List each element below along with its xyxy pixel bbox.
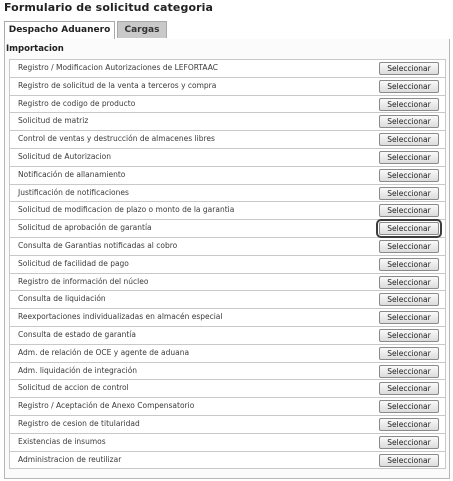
select-button[interactable]: Seleccionar [379, 293, 439, 306]
select-button[interactable]: Seleccionar [379, 329, 439, 342]
list-item-label: Registro de solicitud de la venta a terceros y compra [18, 80, 217, 90]
list-item-label: Registro de información del núcleo [18, 276, 149, 286]
form-title: Formulario de solicitud categoria [4, 1, 214, 14]
list-item [9, 220, 446, 238]
list-item-label: Solicitud de accion de control [18, 383, 129, 393]
list-item [9, 434, 446, 452]
select-button[interactable]: Seleccionar [379, 151, 439, 164]
list-item [9, 78, 446, 96]
category-list [9, 59, 446, 469]
select-button[interactable]: Seleccionar [379, 311, 439, 324]
select-button[interactable]: Seleccionar [379, 436, 439, 449]
select-button[interactable]: Seleccionar [379, 169, 439, 182]
list-item [9, 291, 446, 309]
select-button[interactable]: Seleccionar [379, 133, 439, 146]
list-item-label: Solicitud de facilidad de pago [18, 258, 129, 268]
list-item-label: Reexportaciones individualizadas en almacén especial [18, 312, 223, 322]
list-item [9, 363, 446, 381]
list-item [9, 256, 446, 274]
list-item [9, 452, 446, 470]
list-item-label: Consulta de estado de garantía [18, 329, 136, 339]
list-item-label: Registro de cesion de titularidad [18, 418, 140, 428]
list-item [9, 185, 446, 203]
list-item [9, 60, 446, 78]
list-item [9, 149, 446, 167]
select-button[interactable]: Seleccionar [379, 276, 439, 289]
list-item-label: Justificación de notificaciones [18, 187, 129, 197]
list-item [9, 167, 446, 185]
select-button[interactable]: Seleccionar [379, 240, 439, 253]
select-button[interactable]: Seleccionar [379, 187, 439, 200]
list-item-label: Registro de codigo de producto [18, 98, 136, 108]
select-button[interactable]: Seleccionar [379, 98, 439, 111]
select-button[interactable]: Seleccionar [379, 347, 439, 360]
list-item [9, 131, 446, 149]
list-item-label: Control de ventas y destrucción de almacenes libres [18, 134, 215, 144]
list-item [9, 113, 446, 131]
tab-bar [4, 21, 450, 40]
list-item-label: Consulta de Garantias notificadas al cobro [18, 240, 178, 250]
list-item [9, 345, 446, 363]
select-button[interactable]: Seleccionar [379, 418, 439, 431]
select-button[interactable]: Seleccionar [379, 454, 439, 467]
list-item [9, 202, 446, 220]
list-item [9, 398, 446, 416]
tab-despacho-aduanero[interactable]: Despacho Aduanero [4, 21, 115, 40]
section-title: Importacion [6, 44, 64, 54]
select-button[interactable]: Seleccionar [379, 62, 439, 75]
list-item [9, 309, 446, 327]
select-button[interactable]: Seleccionar [379, 115, 439, 128]
list-item [9, 327, 446, 345]
list-item-label: Adm. de relación de OCE y agente de aduana [18, 347, 190, 357]
select-button[interactable]: Seleccionar [379, 382, 439, 395]
list-item-label: Solicitud de aprobación de garantía [18, 223, 152, 233]
list-item-label: Registro / Modificacion Autorizaciones de LEFORTAAC [18, 63, 218, 72]
list-item [9, 238, 446, 256]
list-item [9, 416, 446, 434]
list-item-label: Existencias de insumos [18, 436, 106, 446]
list-item-label: Administracion de reutilizar [18, 454, 122, 464]
list-item-label: Solicitud de matriz [18, 116, 89, 126]
list-item-label: Consulta de liquidación [18, 294, 106, 304]
tab-cargas[interactable]: Cargas [117, 21, 167, 38]
select-button[interactable]: Seleccionar [379, 80, 439, 93]
list-item-label: Solicitud de modificacion de plazo o monto de la garantia [18, 205, 235, 215]
select-button[interactable]: Seleccionar [379, 204, 439, 217]
list-item-label: Registro / Aceptación de Anexo Compensatorio [18, 401, 195, 411]
select-button[interactable]: Seleccionar [379, 258, 439, 271]
select-button[interactable]: Seleccionar [379, 365, 439, 378]
select-button[interactable]: Seleccionar [379, 400, 439, 413]
list-item [9, 96, 446, 114]
list-item-label: Solicitud de Autorizacion [18, 151, 111, 161]
select-button[interactable]: Seleccionar [379, 222, 439, 235]
list-item-label: Adm. liquidación de integración [18, 365, 138, 375]
list-item-label: Notificación de allanamiento [18, 169, 126, 179]
list-item [9, 380, 446, 398]
list-item [9, 274, 446, 292]
